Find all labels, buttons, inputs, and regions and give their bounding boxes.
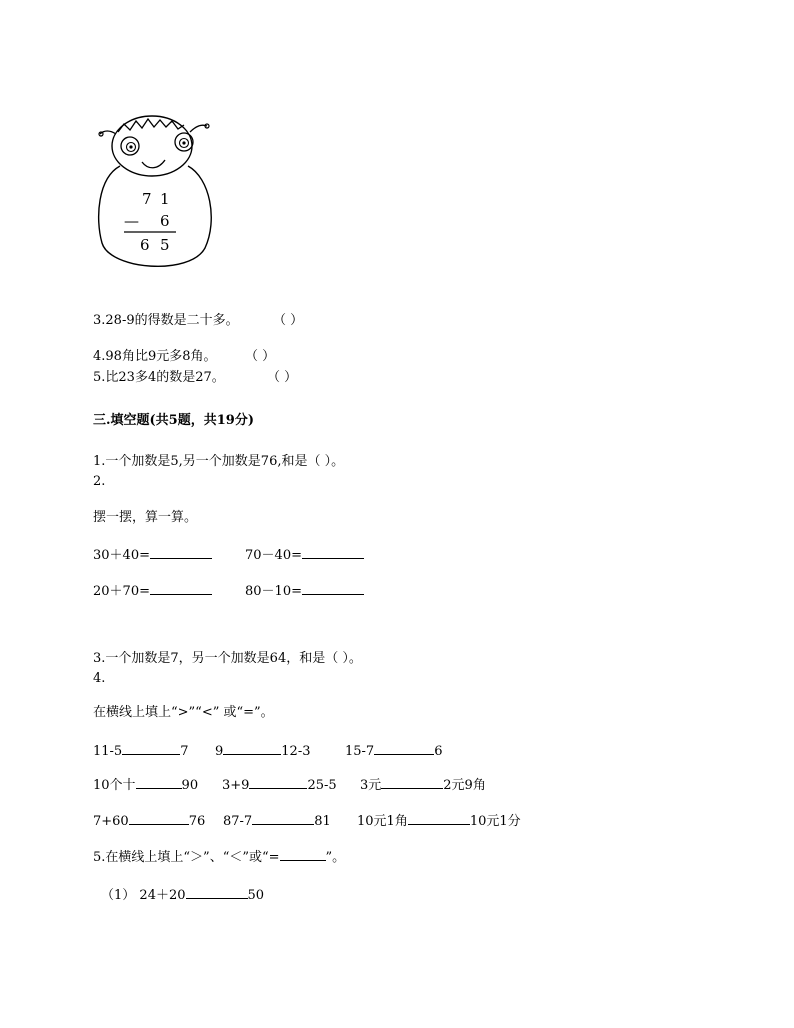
compare-left: 15-7 (345, 744, 375, 759)
compare-right: 2元9角 (443, 778, 486, 793)
calc-expression: 80－10= (245, 584, 302, 599)
judge-q5-bracket[interactable]: （ ） (267, 370, 298, 385)
digit-ones-result: 5 (160, 236, 170, 254)
compare-blank[interactable] (408, 812, 470, 825)
judge-q3-bracket[interactable]: （ ） (273, 313, 304, 328)
compare-blank[interactable] (374, 742, 434, 755)
digit-tens-1: 7 (142, 190, 152, 208)
compare-right: 10元1分 (469, 814, 521, 829)
calc-expression: 20＋70= (93, 584, 150, 599)
answer-blank[interactable] (302, 582, 364, 595)
judge-q3-text: 3.28-9的得数是二十多。 (93, 313, 239, 328)
compare-right: 25-5 (307, 778, 337, 793)
compare-blank[interactable] (252, 812, 314, 825)
digit-tens-result: 6 (140, 236, 150, 254)
compare-right: 81 (314, 814, 331, 829)
digit-ones-1: 1 (160, 190, 170, 208)
compare-left: 10元1角 (357, 814, 408, 829)
fill-question-5-end: ”。 (325, 850, 346, 865)
item-right: 50 (247, 888, 265, 903)
compare-left: 3元 (360, 778, 382, 793)
compare-right: 12-3 (281, 744, 311, 759)
compare-left: 11-5 (93, 744, 123, 759)
compare-blank[interactable] (122, 742, 180, 755)
compare-blank[interactable] (136, 776, 182, 789)
calc-expression: 30＋40= (93, 548, 150, 563)
q5-inline-blank[interactable] (280, 848, 326, 861)
compare-left: 7+60 (93, 814, 129, 829)
answer-blank[interactable] (302, 546, 364, 559)
judge-q4-bracket[interactable]: （ ） (245, 349, 276, 364)
digit-ones-2: 6 (160, 212, 170, 230)
section-heading: 三.填空题(共5题，共19分) (93, 413, 254, 428)
compare-blank[interactable] (249, 776, 307, 789)
compare-left: 10个十 (93, 778, 136, 793)
compare-right: 7 (180, 744, 189, 759)
doll-drawing (90, 108, 220, 276)
compare-right: 90 (181, 778, 199, 793)
fill-question-1: 1.一个加数是5,另一个加数是76,和是（ ）。 (93, 454, 345, 469)
fill-question-2-number: 2. (93, 474, 106, 489)
calc-expression: 70－40= (245, 548, 302, 563)
judge-q4-text: 4.98角比9元多8角。 (93, 349, 217, 364)
judge-q5-text: 5.比23多4的数是27。 (93, 370, 225, 385)
compare-blank[interactable] (223, 742, 281, 755)
compare-right: 6 (434, 744, 443, 759)
item-label: （1） (101, 888, 136, 903)
fill-question-5-text: 5.在横线上填上“＞”、“＜”或“= (93, 850, 280, 865)
compare-blank[interactable] (186, 886, 248, 899)
fill-question-4-instruction: 在横线上填上“>”“<” 或“=”。 (93, 705, 274, 720)
compare-left: 87-7 (223, 814, 253, 829)
compare-blank[interactable] (129, 812, 189, 825)
compare-left: 3+9 (222, 778, 250, 793)
compare-left: 9 (215, 744, 224, 759)
minus-sign: — (124, 212, 139, 230)
fill-question-3: 3.一个加数是7，另一个加数是64，和是（ ）。 (93, 651, 362, 666)
fill-question-4-number: 4. (93, 671, 106, 686)
compare-blank[interactable] (381, 776, 443, 789)
fill-question-2-instruction: 摆一摆，算一算。 (93, 510, 198, 525)
answer-blank[interactable] (150, 582, 212, 595)
answer-blank[interactable] (150, 546, 212, 559)
doll-subtraction-figure (90, 108, 220, 276)
item-left: 24＋20 (139, 888, 186, 903)
compare-right: 76 (188, 814, 206, 829)
